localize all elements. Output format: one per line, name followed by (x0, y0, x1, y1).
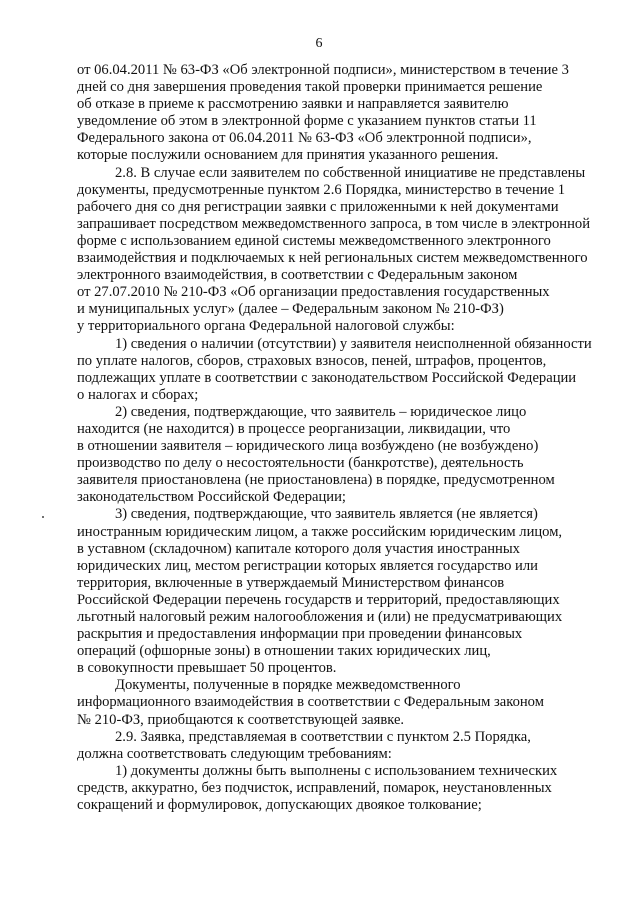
list-item-2: 2) сведения, подтверждающие, что заявитель – юридическое лицо находится (не находится) в процессе реорганизации, ликвидации, что в отношении заявителя – юридического лица возбуждено (не возбуждено) производство по делу о несостоятельности (банкротстве), деятельность заявителя приостановлена (не приостановлена) в порядке, предусмотренном законодательством Российской Федерации; (77, 403, 555, 506)
paragraph-2-8: 2.8. В случае если заявителем по собственной инициативе не представлены документы, предусмотренные пунктом 2.6 Порядка, министерство в течение 1 рабочего дня со дня регистрации заявки с приложенными к ней документами запрашивает посредством межведомственного запроса, в том числе в электронной форме с использованием единой системы межведомственного электронного взаимодействия и подключаемых к ней региональных систем межведомственного электронного взаимодействия, в соответствии с Федеральным законом от 27.07.2010 № 210-ФЗ «Об организации предоставления государственных и муниципальных услуг» (далее – Федеральным законом № 210-ФЗ) у территориального органа Федеральной налоговой службы: (77, 164, 591, 335)
document-body (77, 62, 597, 814)
paragraph-documents: Документы, полученные в порядке межведомственного информационного взаимодействия в соответствии с Федеральным законом № 210-ФЗ, приобщаются к соответствующей заявке. (77, 677, 544, 728)
list-item-3: 3) сведения, подтверждающие, что заявитель является (не является) иностранным юридическим лицом, а также российским юридическим лицом, в уставном (складочном) капитале которого доля участия иностранных юридических лиц, местом регистрации которых является государство или территория, включенные в утверждаемый Министерством финансов Российской Федерации перечень государств и территорий, предоставляющих льготный налоговый режим налогообложения и (или) не предусматривающих раскрытия и предоставления информации при проведении финансовых операций (офшорные зоны) в отношении таких юридических лиц, в совокупности превышает 50 процентов. (77, 506, 563, 677)
paragraph-continuation: от 06.04.2011 № 63-ФЗ «Об электронной подписи», министерством в течение 3 дней со дня завершения проведения такой проверки принимается решение об отказе в приеме к рассмотрению заявки и направляется заявителю уведомление об этом в электронной форме с указанием пунктов статьи 11 Федерального закона от 06.04.2011 № 63-ФЗ «Об электронной подписи», которые послужили основанием для принятия указанного решения. (77, 62, 569, 164)
requirement-item-1: 1) документы должны быть выполнены с использованием технических средств, аккуратно, без подчисток, исправлений, помарок, неустановленных сокращений и формулировок, допускающих двоякое толкование; (77, 762, 558, 814)
page-number: 6 (315, 36, 323, 51)
scan-speck (42, 516, 44, 518)
paragraph-2-9: 2.9. Заявка, представляемая в соответствии с пунктом 2.5 Порядка, должна соответствовать следующим требованиям: (77, 728, 531, 762)
list-item-1: 1) сведения о наличии (отсутствии) у заявителя неисполненной обязанности по уплате налогов, сборов, страховых взносов, пеней, штрафов, процентов, подлежащих уплате в соответствии с законодательством Российской Федерации о налогах и сборах; (77, 335, 592, 403)
